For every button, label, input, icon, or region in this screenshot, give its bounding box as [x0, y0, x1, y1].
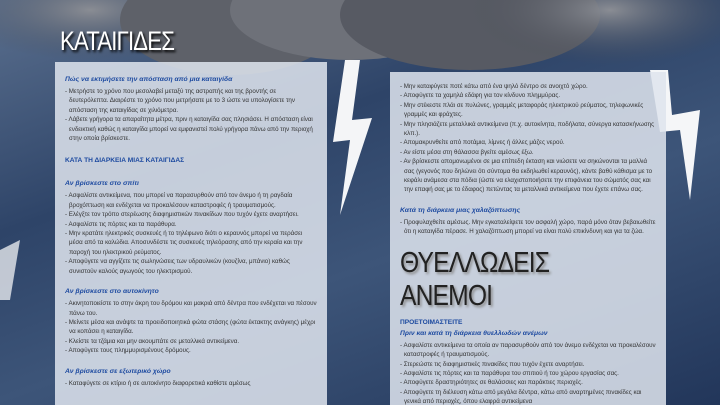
winds-panel: [390, 72, 666, 405]
list-item: - Ασφαλίστε αντικείμενα, που μπορεί να παρασυρθούν από τον άνεμο ή τη ραγδαία βροχόπτωση και ενδέχεται να προκαλέσουν καταστροφές ή τραυματισμούς.: [65, 191, 317, 210]
list-item: - Προφυλαχθείτε αμέσως. Μην εγκαταλείψετε τον ασφαλή χώρο, παρά μόνο όταν βεβαιωθείτε ότι η καταιγίδα πέρασε. Η χαλαζόπτωση μπορεί να είναι πολύ επικίνδυνη και για τα ζώα.: [400, 218, 656, 237]
hail-heading: Κατά τη διάρκεια μιας χαλαζόπτωσης: [400, 206, 521, 214]
list-item: - Ασφαλίστε τις πόρτες και τα παράθυρα του σπιτιού ή του χώρου εργασίας σας.: [400, 369, 656, 378]
winds-list: [400, 341, 656, 405]
list-item: - Μετρήστε το χρόνο που μεσολαβεί μεταξύ της αστραπής και της βροντής σε δευτερόλεπτα. Διαιρέστε το χρόνο που μετρήσατε με το 3 ώστε να υπολογίσετε την απόσταση της καταιγίδας σε χιλιόμετρα.: [65, 87, 317, 115]
storms-panel: [55, 62, 327, 405]
list-item: - Μην καταφύγετε ποτέ κάτω από ένα ψηλό δέντρο σε ανοιχτό χώρο.: [400, 82, 656, 91]
before-winds-heading: Πριν και κατά τη διάρκεια θυελλωδών ανέμων: [400, 329, 548, 337]
list-item: - Ακινητοποιείστε το στην άκρη του δρόμου και μακριά από δέντρα που ενδέχεται να πέσουν πάνω του.: [65, 299, 317, 318]
list-item: - Καταφύγετε σε κτίριο ή σε αυτοκίνητο διαφορετικά καθίστε αμέσως: [65, 379, 317, 388]
prepare-heading: ΠΡΟΕΤΟΙΜΑΣΤΕΙΤΕ: [400, 318, 463, 326]
car-heading: Αν βρίσκεστε στο αυτοκίνητο: [65, 288, 159, 296]
distance-heading: Πώς να εκτιμήσετε την απόσταση από μια καταιγίδα: [65, 76, 233, 83]
winds-title: ΘΥΕΛΛΩΔΕΙΣ ΑΝΕΜΟΙ: [400, 246, 550, 312]
lightning-bolt-icon: [333, 60, 372, 215]
list-item: - Αποφύγετε τα χαμηλά εδάφη για τον κίνδυνο πλημμύρας.: [400, 91, 656, 100]
list-item: - Αποφύγετε τους πλημμυρισμένους δρόμους.: [65, 346, 317, 355]
list-item: - Μείνετε μέσα και ανάψτε τα προειδοποιητικά φώτα στάσης (φώτα έκτακτης ανάγκης) μέχρι να κοπάσει η καταιγίδα.: [65, 318, 317, 337]
storms-title: ΚΑΤΑΙΓΙΔΕΣ: [60, 26, 175, 56]
during-storm-heading: ΚΑΤΑ ΤΗ ΔΙΑΡΚΕΙΑ ΜΙΑΣ ΚΑΤΑΙΓΙΔΑΣ: [65, 157, 185, 165]
outdoor-continued-list: [400, 82, 656, 195]
list-item: - Απομακρυνθείτε από ποτάμια, λίμνες ή άλλες μάζες νερού.: [400, 138, 656, 147]
outdoor-list: [65, 379, 317, 388]
home-list: [65, 191, 317, 276]
list-item: - Αν είστε μέσα στη θάλασσα βγείτε αμέσως έξω.: [400, 148, 656, 157]
list-item: - Αποφύγετε τη διέλευση κάτω από μεγάλα δέντρα, κάτω από αναρτημένες πινακίδες και γενικά από περιοχές, όπου ελαφρά αντικείμενα: [400, 388, 656, 405]
home-heading: Αν βρίσκεστε στο σπίτι: [65, 180, 139, 188]
list-item: - Στερεώστε τις διαφημιστικές πινακίδες που τυχόν έχετε αναρτήσει.: [400, 360, 656, 369]
list-item: - Ασφαλίστε τις πόρτες και τα παράθυρα.: [65, 220, 317, 229]
list-item: - Αποφύγετε δραστηριότητες σε θαλάσσιες και παράκτιες περιοχές.: [400, 378, 656, 387]
list-item: - Ελέγξτε τον τρόπο στερέωσης διαφημιστικών πινακίδων που τυχόν έχετε αναρτήσει.: [65, 210, 317, 219]
car-list: [65, 299, 317, 355]
list-item: - Λάβετε γρήγορα τα απαραίτητα μέτρα, πριν η καταιγίδα σας πλησιάσει. Η απόσταση είναι ενδεικτική καθώς η καταιγίδα μπορεί να εμφανιστεί πολύ γρήγορα πάνω από την περιοχή στην οποία βρίσκεστε.: [65, 115, 317, 143]
list-item: - Κλείστε τα τζάμια και μην ακουμπάτε σε μεταλλικά αντικείμενα.: [65, 337, 317, 346]
list-item: - Μην στέκεστε πλάι σε πυλώνες, γραμμές μεταφοράς ηλεκτρικού ρεύματος, τηλεφωνικές γραμμές και φράχτες.: [400, 101, 656, 120]
list-item: - Μην πλησιάζετε μεταλλικά αντικείμενα (π.χ. αυτοκίνητα, ποδήλατα, σύνεργα κατασκήνωσης κλπ.).: [400, 120, 656, 139]
list-item: - Αποφύγετε να αγγίζετε τις σωληνώσεις των υδραυλικών (κουζίνα, μπάνιο) καθώς συνιστούν καλούς αγωγούς του ηλεκτρισμού.: [65, 257, 317, 276]
list-item: - Ασφαλίστε αντικείμενα τα οποία αν παρασυρθούν από τον άνεμο ενδέχεται να προκαλέσουν καταστροφές ή τραυματισμούς.: [400, 341, 656, 360]
outdoor-heading: Αν βρίσκεστε σε εξωτερικό χώρο: [65, 367, 171, 375]
list-item: - Αν βρίσκεστε απομονωμένοι σε μια επίπεδη έκταση και νιώσετε να σηκώνονται τα μαλλιά σας (γεγονός που δηλώνει ότι σύντομα θα εκδηλωθεί κεραυνός), κάντε βαθύ κάθισμα με το κεφάλι ανάμεσα στα πόδια (ώστε να ελαχιστοποιήσετε την επιφάνεια του σώματός σας και την επαφή σας με το έδαφος) πετώντας τα μεταλλικά αντικείμενα που έχετε επάνω σας.: [400, 157, 656, 195]
lightning-bolt-icon: [0, 240, 20, 300]
distance-list: [65, 87, 317, 143]
list-item: - Μην κρατάτε ηλεκτρικές συσκευές ή το τηλέφωνο διότι ο κεραυνός μπορεί να περάσει μέσα από τα καλώδια. Αποσυνδέστε τις συσκευές τηλεόρασης από την κεραία και την παροχή του ηλεκτρικού ρεύματος.: [65, 229, 317, 257]
hail-list: [400, 218, 656, 237]
